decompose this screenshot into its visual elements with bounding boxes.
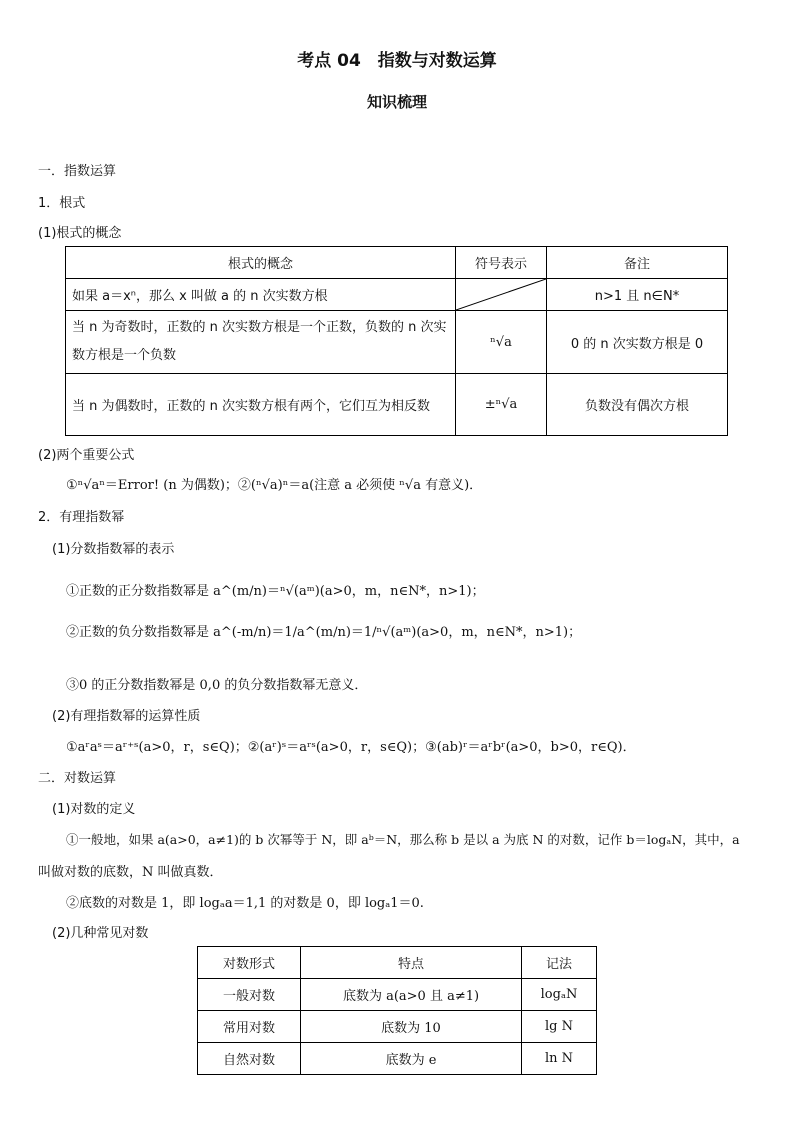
subheading-formulas: (2)两个重要公式 xyxy=(38,448,135,463)
subheading-exponent-properties: (2)有理指数幂的运算性质 xyxy=(52,709,201,724)
table-cell: 底数为 a(a>0 且 a≠1) xyxy=(301,979,522,1011)
page-subtitle: 知识梳理 xyxy=(366,93,427,111)
table-cell: 一般对数 xyxy=(198,979,301,1011)
table-header: 特点 xyxy=(301,947,522,979)
subheading-radical: 1．根式 xyxy=(38,196,86,211)
table-cell: 自然对数 xyxy=(198,1043,301,1075)
log-definition-1-cont: 叫做对数的底数，N 叫做真数． xyxy=(38,865,223,880)
table-header: 记法 xyxy=(522,947,597,979)
table-header: 对数形式 xyxy=(198,947,301,979)
table-cell: ⁿ√a xyxy=(456,311,547,374)
table-cell: 当 n 为偶数时，正数的 n 次实数方根有两个，它们互为相反数 xyxy=(66,374,456,436)
table-header: 备注 xyxy=(547,247,728,279)
table-cell: 常用对数 xyxy=(198,1011,301,1043)
table-cell: 负数没有偶次方根 xyxy=(547,374,728,436)
table-cell: 底数为 10 xyxy=(301,1011,522,1043)
page-title: 考点 04 指数与对数运算 xyxy=(297,51,497,71)
formula-line: ①ⁿ√aⁿ＝Error! (n 为偶数)；②(ⁿ√a)ⁿ＝a(注意 a 必须使 ⁿ√a 有意义)． xyxy=(66,478,483,493)
table-cell: 如果 a＝xⁿ，那么 x 叫做 a 的 n 次实数方根 xyxy=(66,279,456,311)
table-cell: ln N xyxy=(522,1043,597,1075)
table-cell-diagonal xyxy=(456,279,547,311)
subheading-common-logs: (2)几种常见对数 xyxy=(52,926,149,941)
log-definition-2: ②底数的对数是 1，即 logₐa＝1,1 的对数是 0，即 logₐ1＝0. xyxy=(66,896,424,911)
table-row xyxy=(66,374,728,436)
table-cell: lg N xyxy=(522,1011,597,1043)
table-cell: 底数为 e xyxy=(301,1043,522,1075)
table-row xyxy=(198,979,597,1011)
fraction-exponent-item-3: ③0 的正分数指数幂是 0,0 的负分数指数幂无意义． xyxy=(66,678,368,693)
subheading-fraction-exponent: (1)分数指数幂的表示 xyxy=(52,542,175,557)
subheading-radical-concept: (1)根式的概念 xyxy=(38,226,122,241)
table-row xyxy=(66,311,728,374)
table-header: 符号表示 xyxy=(456,247,547,279)
section-heading-exponent: 一．指数运算 xyxy=(38,164,117,179)
log-table xyxy=(197,946,597,1075)
fraction-exponent-item-2: ②正数的负分数指数幂是 a^(-m/n)＝1/a^(m/n)＝1/ⁿ√(aᵐ)(a>0，m，n∈N*，n>1)； xyxy=(66,625,582,640)
table-cell: logₐN xyxy=(522,979,597,1011)
fraction-exponent-item-1: ①正数的正分数指数幂是 a^(m/n)＝ⁿ√(aᵐ)(a>0，m，n∈N*，n>1)； xyxy=(66,584,485,599)
log-definition-1: ①一般地，如果 a(a>0，a≠1)的 b 次幂等于 N，即 aᵇ＝N，那么称 b 是以 a 为底 N 的对数，记作 b＝logₐN，其中，a xyxy=(66,832,740,847)
table-header-row xyxy=(198,947,597,979)
table-cell: ±ⁿ√a xyxy=(456,374,547,436)
exponent-properties: ①aʳaˢ＝aʳ⁺ˢ(a>0，r，s∈Q)；②(aʳ)ˢ＝aʳˢ(a>0，r，s∈Q)；③(ab)ʳ＝aʳbʳ(a>0，b>0，r∈Q)． xyxy=(66,740,636,755)
diagonal-line xyxy=(456,279,546,310)
radical-table xyxy=(65,246,728,436)
subheading-log-definition: (1)对数的定义 xyxy=(52,802,136,817)
table-cell: 当 n 为奇数时，正数的 n 次实数方根是一个正数，负数的 n 次实数方根是一个负数 xyxy=(66,311,456,374)
table-cell: n>1 且 n∈N* xyxy=(547,279,728,311)
table-cell: 0 的 n 次实数方根是 0 xyxy=(547,311,728,374)
section-heading-logarithm: 二．对数运算 xyxy=(38,771,117,786)
subheading-rational-exponent: 2．有理指数幂 xyxy=(38,510,125,525)
table-header-row xyxy=(66,247,728,279)
table-header: 根式的概念 xyxy=(66,247,456,279)
table-row xyxy=(66,279,728,311)
table-row xyxy=(198,1011,597,1043)
table-row xyxy=(198,1043,597,1075)
